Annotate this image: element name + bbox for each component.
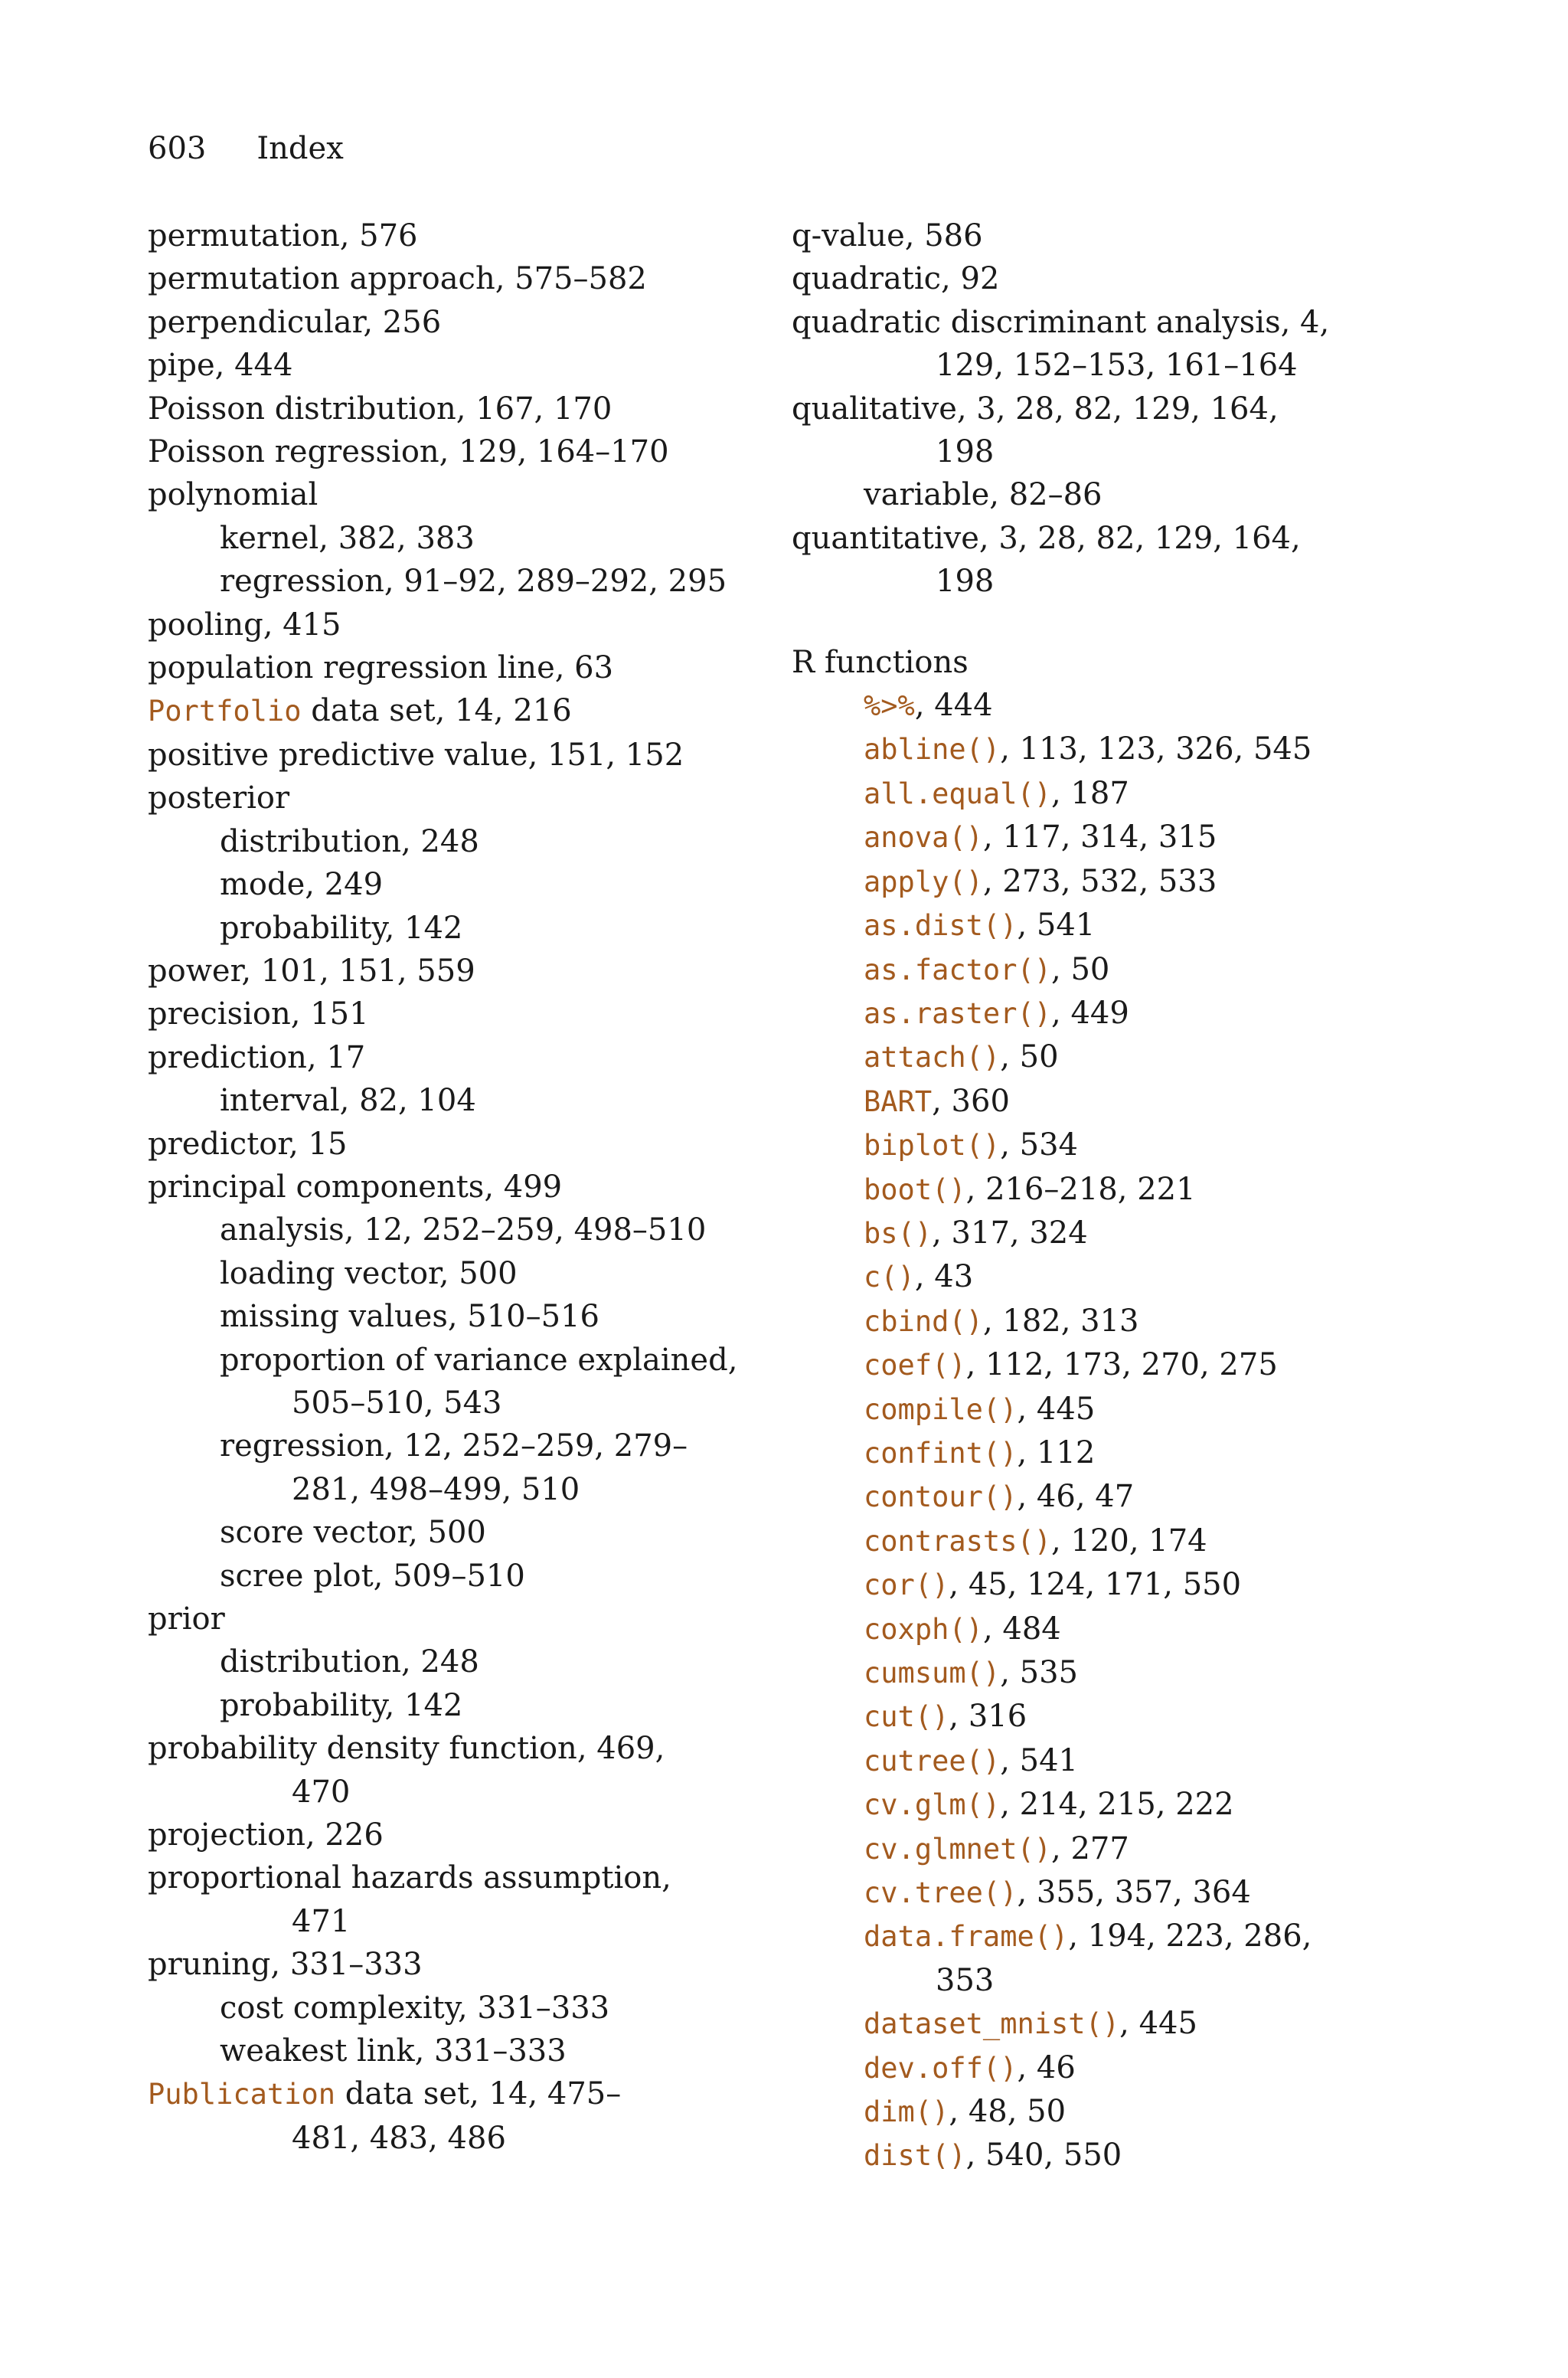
index-entry-code: abline() [864,733,1001,767]
index-entry-text: pooling, 415 [148,607,341,643]
index-entry [148,1209,730,1251]
index-entry-text: , 541 [1017,908,1096,944]
index-entry-text: , 46, 47 [1017,1479,1135,1515]
index-entry [792,948,1404,992]
index-column-left [148,214,738,2160]
index-entry-code: Portfolio [148,695,302,728]
index-entry [792,1212,1404,1255]
index-entry [792,1124,1404,1167]
index-entry [792,728,1404,771]
index-entry-text: 353 [936,1962,995,1998]
index-entry-code: biplot() [864,1129,1001,1163]
index-entry [792,816,1404,859]
index-entry-text: , 534 [1000,1127,1078,1163]
index-entry [792,1783,1404,1827]
index-entry-text: 470 [292,1774,351,1810]
index-entry-text: positive predictive value, 151, 152 [148,737,684,773]
index-entry [148,863,730,906]
index-entry [792,1168,1404,1212]
index-entry-code: %>% [864,689,915,723]
index-entry [148,1079,730,1122]
index-entry-text: , 112, 173, 270, 275 [965,1347,1278,1383]
index-entry [148,1771,730,1814]
index-entry-text: prior [148,1601,225,1637]
index-entry [792,1608,1404,1651]
index-entry-text: , 316 [949,1699,1027,1735]
index-entry [792,344,1404,387]
index-entry [148,1814,730,1856]
index-entry [148,1943,730,1986]
index-entry-text: , 444 [914,688,993,724]
index-entry [792,301,1404,344]
index-entry-text: data set, 14, 216 [301,693,572,729]
index-entry-text: distribution, 248 [220,1644,479,1680]
index-entry-code: dim() [864,2095,949,2129]
index-entry [148,689,730,733]
index-entry-text: distribution, 248 [220,823,479,859]
index-entry-code: dist() [864,2139,966,2173]
index-entry [148,734,730,777]
index-entry-text: 281, 498–499, 510 [292,1471,580,1507]
index-entry-code: cv.glmnet() [864,1832,1052,1866]
index-entry [148,430,730,473]
index-entry-text: regression, 91–92, 289–292, 295 [220,564,727,600]
index-entry-text: , 182, 313 [982,1303,1139,1339]
index-entry [792,1519,1404,1563]
index-entry-code: Publication [148,2078,336,2111]
index-entry-code: contour() [864,1480,1018,1514]
index-entry [792,1343,1404,1387]
index-entry [792,2134,1404,2177]
index-entry [792,904,1404,947]
index-entry-text: probability density function, 469, [148,1731,665,1767]
index-entry [148,1295,730,1338]
index-entry [148,344,730,387]
page-number: 603 [148,131,207,166]
index-entry-text: , 535 [1000,1655,1078,1690]
index-entry-text: , 46 [1017,2049,1076,2085]
index-entry [792,1475,1404,1519]
index-entry-text: 481, 483, 486 [292,2120,506,2156]
index-entry-code: coxph() [864,1612,983,1646]
index-entry-text: 198 [936,434,995,470]
index-entry [148,1640,730,1683]
index-entry-text: proportional hazards assumption, [148,1860,671,1896]
index-entry-text: missing values, 510–516 [220,1299,599,1335]
index-entry [792,2090,1404,2134]
index-entry-text: 505–510, 543 [292,1385,502,1421]
index-entry-code: cutree() [864,1744,1001,1778]
index-entry [792,1827,1404,1871]
running-head [148,127,344,170]
index-entry-text: proportion of variance explained, [220,1342,738,1378]
index-entry-text: , 445 [1017,1391,1096,1427]
index-entry [792,1255,1404,1299]
index-entry-code: all.equal() [864,777,1052,810]
index-entry [792,641,1404,684]
index-entry [792,1080,1404,1124]
index-entry [148,1425,730,1467]
index-entry-text: , 540, 550 [965,2138,1122,2174]
index-entry-text: projection, 226 [148,1817,384,1853]
index-entry [792,992,1404,1035]
index-entry-text: , 43 [914,1259,974,1295]
index-entry-text: weakest link, 331–333 [220,2033,567,2069]
index-entry-text: prediction, 17 [148,1039,366,1075]
index-entry [148,1036,730,1079]
index-entry-code: apply() [864,865,983,898]
index-entry [148,2117,730,2160]
index-entry [148,2072,730,2116]
index-entry [148,1900,730,1943]
index-entry-text: , 216–218, 221 [965,1171,1196,1207]
index-entry [148,473,730,516]
index-entry-text: 129, 152–153, 161–164 [936,348,1298,384]
index-entry-code: as.dist() [864,909,1018,943]
index-entry [148,777,730,819]
index-entry-text: data set, 14, 475– [335,2076,622,2112]
running-title: Index [256,131,344,166]
index-entry-text: , 484 [982,1611,1061,1647]
index-entry-code: cut() [864,1700,949,1734]
index-entry [148,1987,730,2030]
index-entry [792,1915,1404,1958]
index-entry [148,1166,730,1209]
index-entry-text: population regression line, 63 [148,650,614,686]
index-entry-text: , 50 [1000,1039,1059,1075]
index-entry-text: kernel, 382, 383 [220,520,475,556]
index-entry-text: , 355, 357, 364 [1017,1875,1251,1911]
index-entry-code: bs() [864,1216,933,1250]
index-entry-text: , 277 [1051,1830,1129,1866]
index-entry [148,560,730,603]
index-entry-text: permutation, 576 [148,218,418,254]
index-entry-code: coef() [864,1349,966,1382]
index-entry-text: , 360 [932,1083,1010,1119]
index-entry [148,993,730,1035]
index-entry [792,2046,1404,2090]
index-entry [148,1598,730,1640]
index-entry-text: , 45, 124, 171, 550 [949,1567,1242,1603]
index-entry-text: quadratic, 92 [792,261,1000,297]
index-entry-text: , 117, 314, 315 [982,819,1217,855]
index-entry-text: probability, 142 [220,1687,463,1723]
index-entry [148,1511,730,1554]
index-entry-code: confint() [864,1436,1018,1470]
index-entry-text: , 113, 123, 326, 545 [1000,731,1312,767]
index-entry [792,473,1404,516]
index-entry-text: , 273, 532, 533 [982,863,1217,899]
index-entry [148,2030,730,2072]
index-entry-text: , 449 [1051,995,1129,1031]
index-entry-code: c() [864,1261,915,1294]
index-entry-text: , 112 [1017,1434,1096,1470]
index-entry-code: cor() [864,1568,949,1602]
index-entry [148,603,730,646]
index-entry [148,1727,730,1770]
index-entry-text: q-value, 586 [792,218,983,254]
index-entry-text: variable, 82–86 [864,477,1102,513]
index-entry [148,907,730,950]
index-entry [792,257,1404,300]
index-entry [792,388,1404,430]
index-entry-text: qualitative, 3, 28, 82, 129, 164, [792,391,1279,427]
index-entry [148,820,730,863]
index-entry-code: cbind() [864,1304,983,1338]
index-entry [792,1300,1404,1343]
index-entry-code: attach() [864,1041,1001,1075]
index-entry-text: posterior [148,780,290,816]
index-entry [148,388,730,430]
index-entry [792,214,1404,257]
index-entry [148,1252,730,1295]
index-entry [148,214,730,257]
index-entry [148,1468,730,1511]
index-entry-text: analysis, 12, 252–259, 498–510 [220,1212,707,1248]
index-entry-text: Poisson regression, 129, 164–170 [148,434,669,470]
index-entry [792,430,1404,473]
index-entry-text: pipe, 444 [148,348,293,384]
index-entry-text: , 194, 223, 286, [1068,1918,1312,1954]
index-entry-text: , 214, 215, 222 [1000,1787,1234,1823]
index-entry [792,517,1404,560]
index-entry [792,1739,1404,1783]
index-column-right [792,214,1404,2178]
index-entry [792,1431,1404,1475]
index-entry [792,2002,1404,2046]
index-entry-code: cumsum() [864,1657,1001,1689]
index-entry [792,1651,1404,1695]
index-entry-code: boot() [864,1173,966,1206]
index-entry-code: dev.off() [864,2051,1018,2085]
index-entry-text: pruning, 331–333 [148,1947,423,1983]
index-entry-text: power, 101, 151, 559 [148,953,475,989]
index-entry-text: precision, 151 [148,996,369,1032]
index-entry-text: quantitative, 3, 28, 82, 129, 164, [792,520,1301,556]
index-entry-code: contrasts() [864,1524,1052,1558]
index-entry-text: permutation approach, 575–582 [148,261,647,297]
index-entry-text: , 187 [1051,775,1129,811]
index-entry-text: regression, 12, 252–259, 279– [220,1428,688,1464]
index-entry [148,1382,730,1425]
index-entry-text: , 541 [1000,1742,1078,1778]
index-entry-code: dataset_mnist() [864,2007,1120,2041]
index-entry-code: compile() [864,1392,1018,1426]
index-entry [792,772,1404,816]
index-entry-text: polynomial [148,477,318,513]
index-entry [792,1035,1404,1079]
index-entry-text: , 445 [1119,2006,1197,2042]
index-entry-text: 471 [292,1903,351,1939]
index-entry-text: Poisson distribution, 167, 170 [148,391,612,427]
index-entry [792,1959,1404,2002]
index-entry-text: , 50 [1051,951,1110,987]
index-entry [792,1388,1404,1431]
index-entry-text: quadratic discriminant analysis, 4, [792,304,1330,340]
index-entry [792,1871,1404,1915]
index-entry-text: predictor, 15 [148,1126,348,1162]
index-entry-text: principal components, 499 [148,1169,563,1205]
index-entry-text: interval, 82, 104 [220,1083,476,1119]
index-entry-code: cv.glm() [864,1788,1001,1822]
index-entry [148,517,730,560]
index-entry [792,684,1404,728]
index-entry-text: 198 [936,564,995,600]
index-entry [148,257,730,300]
index-entry [148,1684,730,1727]
index-entry-text: , 120, 174 [1051,1523,1207,1559]
index-entry-code: as.factor() [864,953,1052,986]
index-entry-code: as.raster() [864,996,1052,1030]
index-entry-code: anova() [864,821,983,855]
index-entry [148,646,730,689]
index-entry-code: cv.tree() [864,1876,1018,1910]
index-entry [148,1123,730,1166]
index-entry-text: probability, 142 [220,910,463,946]
index-entry-text: R functions [792,644,969,680]
index-entry [792,1563,1404,1607]
index-entry [148,301,730,344]
index-entry [792,1695,1404,1739]
index-entry-code: BART [864,1084,933,1118]
index-entry [148,950,730,993]
index-entry [148,1339,738,1382]
index-entry-code: data.frame() [864,1920,1069,1954]
index-entry-text: cost complexity, 331–333 [220,1990,610,2026]
index-entry [792,560,1404,603]
index-entry-text: mode, 249 [220,867,384,903]
index-entry-text: loading vector, 500 [220,1255,518,1291]
index-entry-text: score vector, 500 [220,1515,486,1551]
index-entry [148,1856,730,1899]
index-entry-text: , 48, 50 [949,2094,1067,2130]
index-entry-text: , 317, 324 [932,1215,1088,1251]
index-entry-text: scree plot, 509–510 [220,1558,525,1594]
index-entry [148,1555,730,1598]
index-entry [792,860,1404,904]
index-entry-text: perpendicular, 256 [148,304,442,340]
